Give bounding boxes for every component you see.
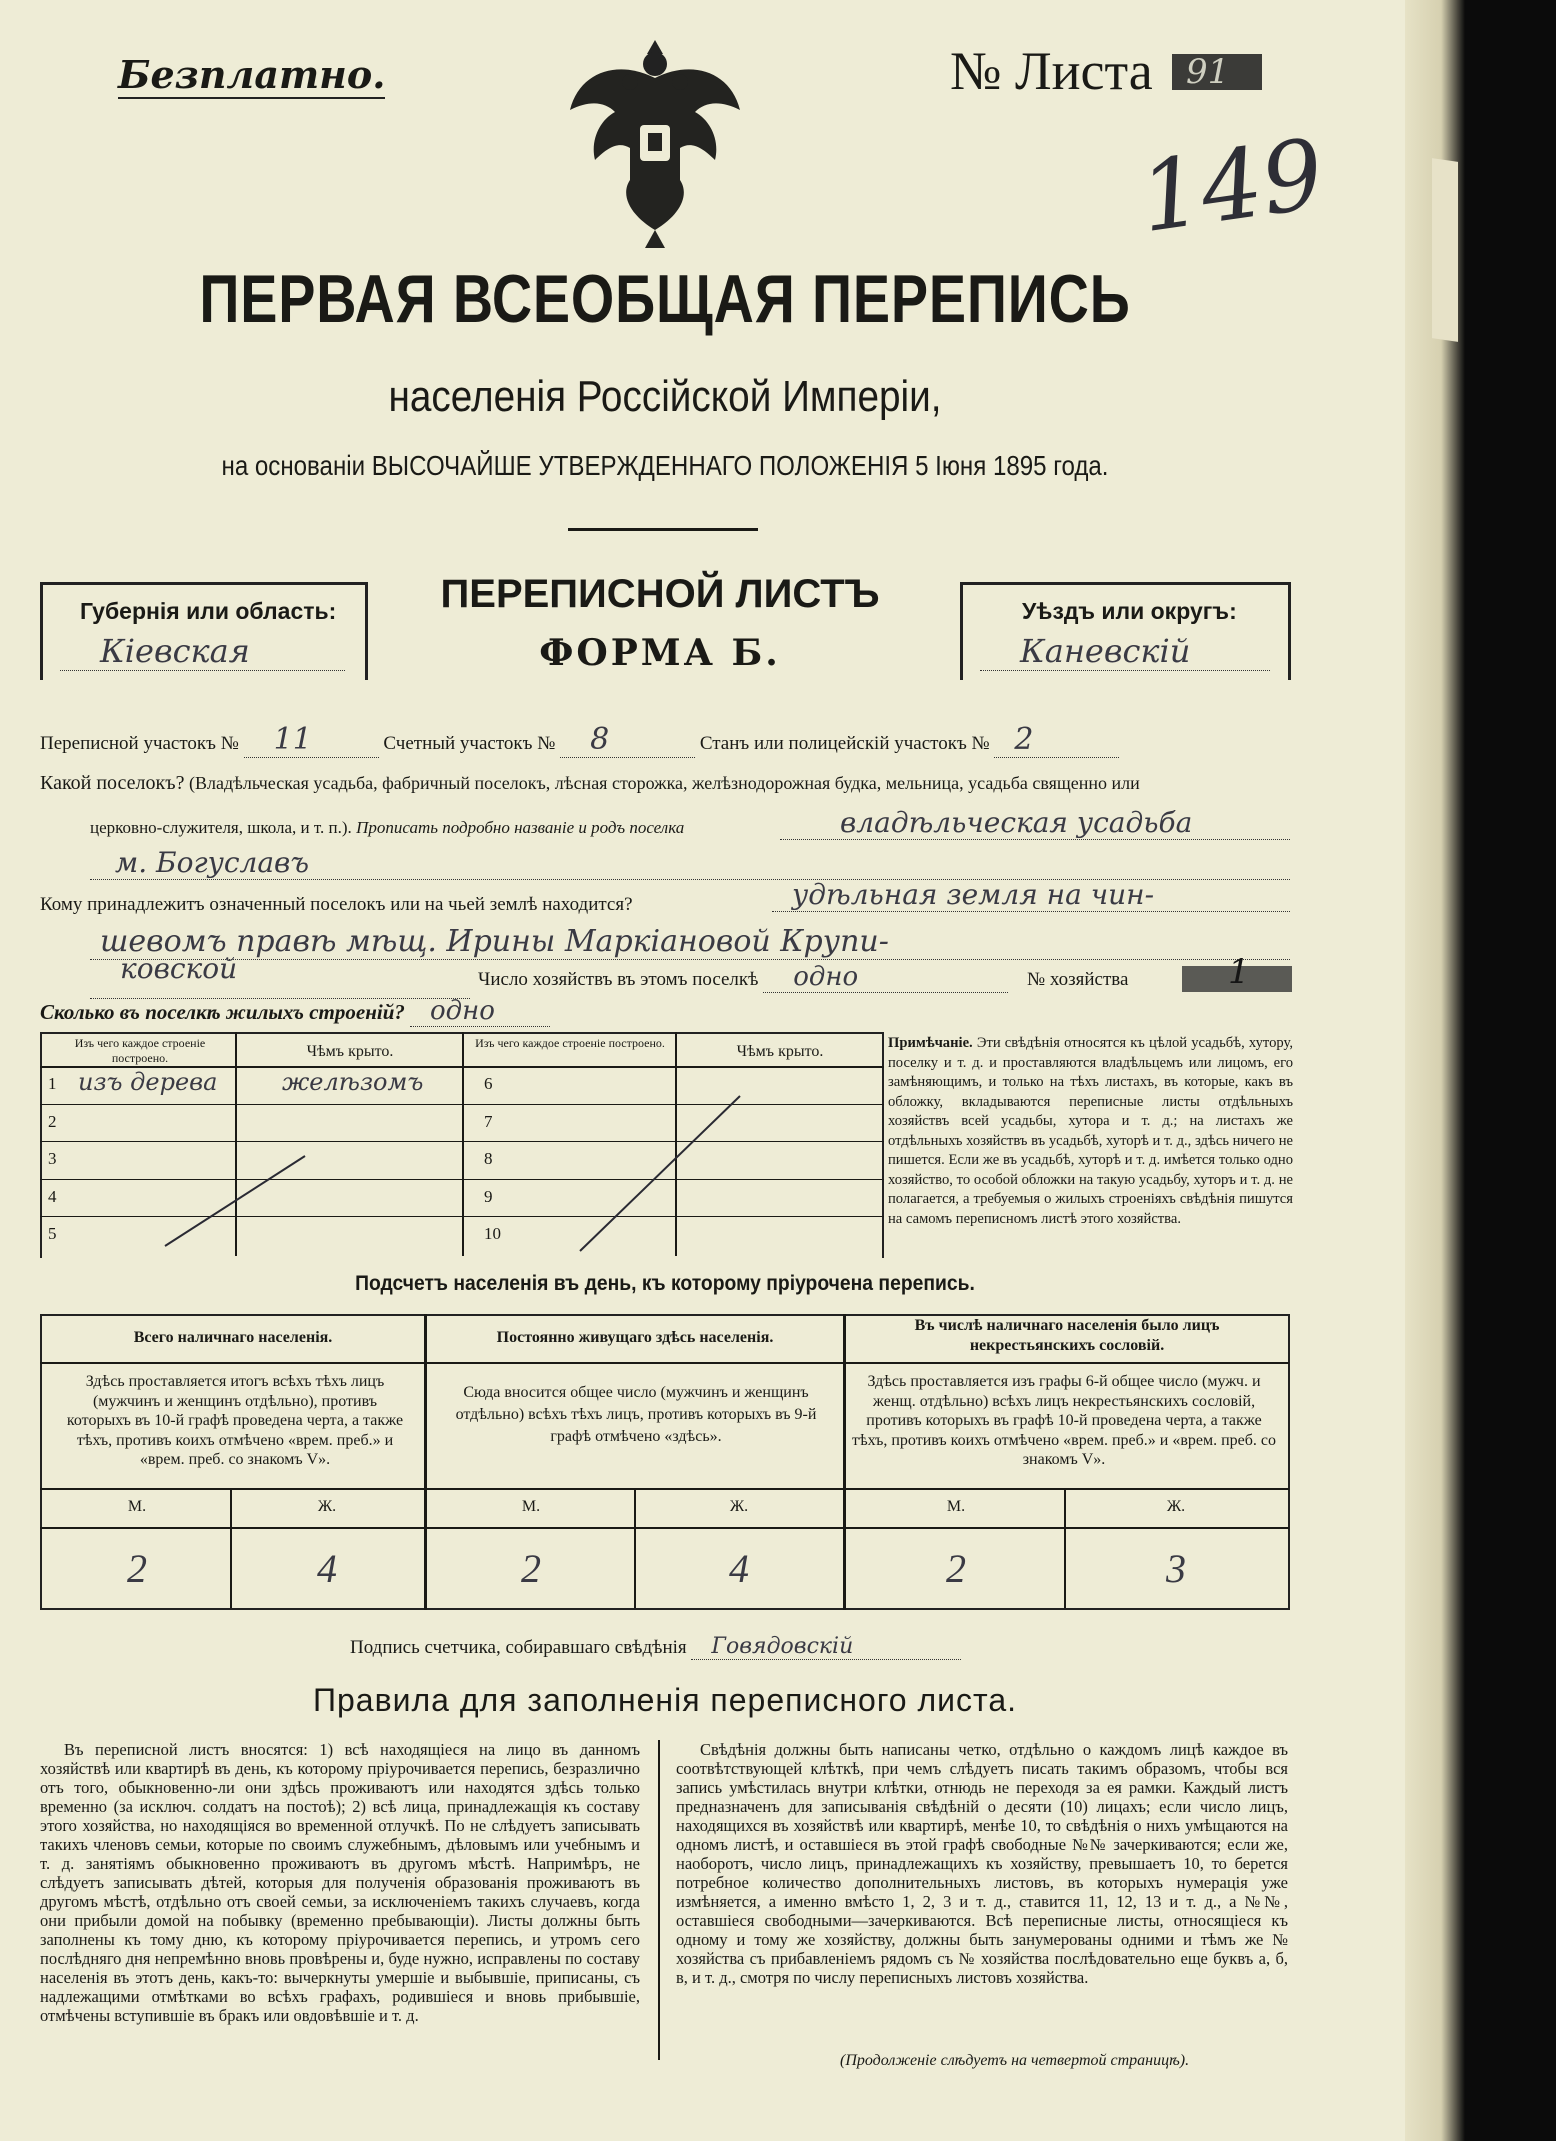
row-number: 2 xyxy=(48,1111,57,1131)
page-title: ПЕРВАЯ ВСЕОБЩАЯ ПЕРЕПИСЬ xyxy=(199,261,1131,337)
buildings-label: Сколько въ поселкѣ жилыхъ строеній? xyxy=(40,1000,405,1024)
census-section-value: 11 xyxy=(244,722,379,758)
female-label: Ж. xyxy=(729,1498,749,1515)
pop-mf-line xyxy=(40,1488,1289,1490)
torn-edge xyxy=(1432,158,1458,342)
row-number: 6 xyxy=(484,1074,493,1093)
census-section-label: Переписной участокъ № xyxy=(40,733,239,754)
pop-title-line xyxy=(40,1362,1289,1364)
note-text: Эти свѣдѣнія относятся къ цѣлой усадьбѣ, хутору, поселку и т. д. и проставляются владѣльцемъ или лицомъ, его замѣняющимъ, и только на тѣхъ листахъ, въ которые, какъ въ обложку, вкладываются переписные листы отдѣльныхъ хозяйствъ всей усадьбы, хутора и т. д.; на листахъ же отдѣльныхъ хозяйствъ въ усадьбѣ, хуторѣ и т. д., здѣсь ничего не пишется. Если же въ усадьбѣ, хуторѣ и т. д. имѣется только одно хозяйство, то особой обложки на такую усадьбу, хуторъ и т. д. не полагается, а требуемыя о жилыхъ строеніяхъ свѣдѣнія пишутся на самомъ переписномъ листѣ этого хозяйства. xyxy=(888,1035,1293,1227)
rules-left: Въ переписной листъ вносятся: 1) всѣ находящіеся на лицо въ данномъ хозяйствѣ или квартирѣ въ день, къ которому пріурочивается перепись, безразлично отъ того, обыкновенно-ли они здѣсь проживаютъ или находятся здѣсь только временно (за исключ. солдатъ на постоѣ); 2) всѣ лица, принадлежащія къ составу этого хозяйства, но находящіяся во временной отлучкѣ. По не слѣдуетъ записывать такихъ членовъ семьи, которые по своимъ служебнымъ, дѣловымъ или учебнымъ и т. д. занятіямъ обыкновенно проживаютъ въ другомъ мѣстѣ. Напримѣръ, не слѣдуетъ записывать дѣтей, которыя для полученія образованія проживаютъ въ другомъ мѣстѣ, отдѣльно отъ своей семьи, за исключеніемъ такихъ случаевъ, когда они прибыли домой на побывку (временно пребывающіи). Листы должны быть заполнены къ тому дню, къ которому пріурочивается перепись, и утромъ сего послѣдняго дня непремѣнно вновь провѣрены и, буде нужно, исправлены по составу населенія въ этотъ день, какъ-то: вычеркнуты умершіе и выбывшіе, приписаны, съ надлежащими отмѣтками во всѣхъ графахъ, родившіеся и вновь прибывшіе, отмѣчены вступившіе въ бракъ или овдовѣвшіе и т. д. xyxy=(40,1740,640,2025)
male-label: М. xyxy=(946,1498,966,1515)
roof-header-right: Чѣмъ крыто. xyxy=(736,1043,824,1060)
roof-header-left: Чѣмъ крыто. xyxy=(306,1043,394,1060)
male-label: М. xyxy=(521,1498,541,1515)
male-label: М. xyxy=(127,1498,147,1515)
sections-row xyxy=(40,722,1119,758)
owner-label: Кому принадлежитъ означенный поселокъ или на чьей землѣ находится? xyxy=(40,894,633,915)
row-number: 4 xyxy=(48,1186,57,1206)
female-label: Ж. xyxy=(1166,1498,1186,1515)
owner-value-2: шевомъ правѣ мѣщ. Ирины Маркіановой Крупи- xyxy=(90,924,1290,960)
population-col1-title: Всего наличнаго населенія. xyxy=(133,1329,333,1346)
title-divider xyxy=(568,528,758,531)
row-number: 9 xyxy=(484,1186,493,1206)
material-header-right: Изъ чего каждое строеніе построено. xyxy=(475,1036,665,1050)
population-value: 2 xyxy=(127,1546,147,1591)
pop-col-divider xyxy=(843,1314,846,1610)
legal-basis: на основаніи ВЫСОЧАЙШЕ УТВЕРЖДЕННАГО ПОЛОЖЕНІЯ 5 Іюня 1895 года. xyxy=(221,450,1109,481)
population-value: 4 xyxy=(317,1546,337,1591)
district-value: Каневскій xyxy=(980,632,1270,671)
population-col2-text: Сюда вносится общее число (мужчинъ и женщинъ отдѣльно) всѣхъ тѣхъ лицъ, противъ которыхъ въ 9-й графѣ отмѣчено «здѣсь». xyxy=(455,1384,817,1445)
settlement-row xyxy=(40,772,1290,795)
female-label: Ж. xyxy=(317,1498,337,1515)
population-col2-title: Постоянно живущаго здѣсь населенія. xyxy=(496,1329,774,1346)
settlement-label: Какой поселокъ? xyxy=(40,772,185,794)
population-title: Подсчетъ населенія въ день, къ которому пріурочена перепись. xyxy=(355,1272,975,1295)
form-subtitle: ФОРМА Б. xyxy=(539,632,781,674)
rules-right: Свѣдѣнія должны быть написаны четко, отдѣльно о каждомъ лицѣ каждое въ соотвѣтствующей клѣткѣ, при чемъ слѣдуетъ писать такимъ образомъ, чтобы вся запись умѣстилась внутри клѣтки, отнюдь не переходя за ея рамки. Каждый листъ предназначенъ для записыванія свѣдѣній о десяти (10) лицахъ; если число лицъ, находящихся въ хозяйствѣ или квартирѣ, менѣе 10, то свѣдѣнія о нихъ умѣщаются на одномъ листѣ, и оставшіеся въ этой графѣ свободные №№ зачеркиваются; если же, наоборотъ, число лицъ, принадлежащихъ къ хозяйству, превышаетъ 10, то берется потребное количество дополнительныхъ листовъ, въ которыхъ нумерація уже измѣняется, а именно вмѣсто 1, 2, 3 и т. д., ставится 11, 12, 13 и т. д., а №№, оставшіеся свободными—зачеркиваются. Всѣ переписные листы, относящіеся къ одному и тому же хозяйству, должны быть занумерованы одними и тѣмъ же № хозяйства съ прибавленіемъ рядомъ съ № хозяйства послѣдовательно еще буквъ а, б, в, и т. д., смотря по числу переписныхъ листовъ хозяйства. xyxy=(676,1740,1288,1987)
unused-rows-strike xyxy=(40,1066,884,1256)
free-label: Безплатно. xyxy=(118,52,386,97)
settlement-value-2: м. Богуславъ xyxy=(90,846,1290,880)
households-value: одно xyxy=(763,962,1008,993)
rules-divider xyxy=(658,1740,660,2060)
police-label: Станъ или полицейскій участокъ № xyxy=(699,733,990,754)
note-heading: Примѣчаніе. xyxy=(888,1035,973,1051)
sheet-number-label: № Листа xyxy=(950,41,1153,101)
police-value: 2 xyxy=(994,722,1119,758)
settlement-hint: (Владѣльческая усадьба, фабричный поселокъ, лѣсная сторожка, желѣзнодорожная будка, мельница, усадьба священно или xyxy=(188,773,1140,793)
population-value: 2 xyxy=(521,1546,541,1591)
form-title: ПЕРЕПИСНОЙ ЛИСТЪ xyxy=(440,572,880,616)
settlement-row-2 xyxy=(90,818,684,838)
province-label: Губернія или область: xyxy=(80,598,337,624)
signature-value: Говядовскій xyxy=(691,1634,961,1660)
buildings-row xyxy=(40,996,550,1027)
rules-continued: (Продолженіе слѣдуетъ на четвертой страницѣ). xyxy=(840,2052,1190,2069)
count-section-label: Счетный участокъ № xyxy=(383,733,556,754)
population-value: 2 xyxy=(946,1546,966,1591)
district-label: Уѣздъ или округъ: xyxy=(1022,598,1237,624)
row-number: 10 xyxy=(484,1224,501,1244)
province-value: Кіевская xyxy=(60,632,345,671)
count-section-value: 8 xyxy=(560,722,695,758)
page-subtitle: населенія Россійской Имперіи, xyxy=(388,372,942,421)
population-value: 4 xyxy=(729,1546,749,1591)
row-number: 3 xyxy=(48,1149,57,1169)
sheet-number-value: 91 xyxy=(1186,52,1230,92)
row-number: 8 xyxy=(484,1149,493,1169)
signature-row xyxy=(350,1634,961,1660)
row-material: изъ дерева xyxy=(78,1068,218,1096)
imperial-eagle-emblem xyxy=(560,30,750,255)
population-col3-title: Въ числѣ наличнаго населенія было лицъ некрестьянскихъ сословій. xyxy=(914,1317,1220,1354)
households-label: Число хозяйствъ въ этомъ поселкѣ xyxy=(478,969,759,990)
pop-col-divider xyxy=(424,1314,427,1610)
household-no-value: 1 xyxy=(1228,952,1250,992)
settlement-hint-2: церковно-служителя, школа, и т. п.). xyxy=(90,818,352,837)
signature-label: Подпись счетчика, собиравшаго свѣдѣнія xyxy=(350,1637,687,1658)
row-number: 5 xyxy=(48,1224,57,1244)
settlement-instruction: Прописать подробно названіе и родъ поселка xyxy=(356,818,685,837)
material-header-left: Изъ чего каждое строеніе построено. xyxy=(74,1036,206,1065)
settlement-value-1: владѣльческая усадьба xyxy=(780,806,1290,840)
archive-number: 149 xyxy=(1133,117,1331,255)
owner-value-3: ковской xyxy=(120,952,238,985)
note-block xyxy=(888,1034,1293,1229)
row-number: 1 xyxy=(48,1074,57,1093)
rules-title: Правила для заполненія переписного листа. xyxy=(313,1682,1017,1718)
row-roof: желѣзомъ xyxy=(282,1068,424,1096)
households-row xyxy=(478,962,1128,993)
buildings-value: одно xyxy=(410,996,550,1027)
row-number: 7 xyxy=(484,1111,493,1131)
population-value: 3 xyxy=(1166,1546,1186,1591)
population-col1-text: Здѣсь проставляется итогъ всѣхъ тѣхъ лицъ (мужчинъ и женщинъ отдѣльно), противъ которыхъ въ 10-й графѣ проведена черта, а также тѣхъ, противъ коихъ отмѣчено «врем. преб.» и «врем. преб. со знакомъ V». xyxy=(66,1373,404,1468)
owner-value-1: удѣльная земля на чин- xyxy=(772,878,1290,912)
population-col3-text: Здѣсь проставляется изъ графы 6-й общее число (мужч. и женщ. отдѣльно) всѣхъ лицъ некрестьянскихъ сословій, противъ которыхъ въ графѣ 10-й проведена черта, а также тѣхъ, противъ коихъ отмѣчено «врем. преб.» и «врем. преб. со знакомъ V». xyxy=(852,1373,1277,1468)
pop-val-line xyxy=(40,1527,1289,1529)
household-no-label: № хозяйства xyxy=(1026,969,1129,990)
